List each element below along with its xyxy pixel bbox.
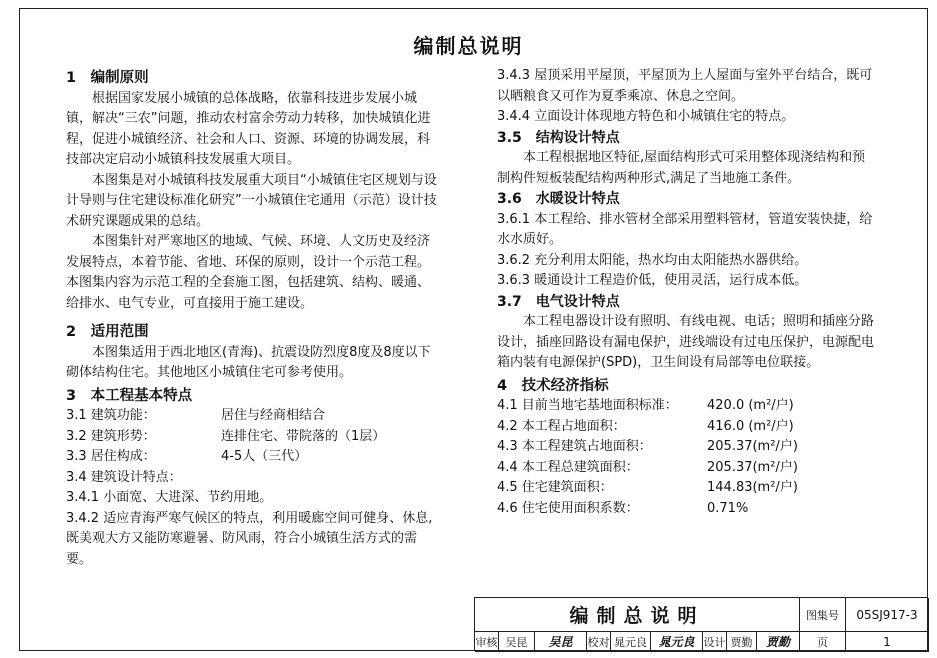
title-block bbox=[474, 597, 928, 651]
item-3-4-4: 3.4.4 立面设计体现地方特色和小城镇住宅的特点。 bbox=[497, 109, 795, 124]
section-1-para-2: 本图集是对小城镇科技发展重大项目“小城镇住宅区规划与设计导则与住宅建设标准化研究”一小城镇住宅通用（示范）设计技术研究课题成果的总结。 bbox=[66, 172, 437, 229]
review-name: 吴昆 bbox=[499, 632, 535, 652]
left-column bbox=[66, 66, 441, 570]
design-signature: 贾勤 bbox=[757, 632, 800, 652]
item-3-1: 3.1 建筑功能： 居住与经商相结合 bbox=[66, 408, 326, 423]
review-signature: 吴昆 bbox=[535, 632, 587, 652]
section-1-para-3: 本图集针对严寒地区的地域、气候、环境、人文历史及经济发展特点，本着节能、省地、环保的原则，设计一个示范工程。本图集内容为示范工程的全套施工图，包括建筑、结构、暖通、给排水、电气专业，可直接用于施工建设。 bbox=[66, 234, 431, 311]
section-3-7-para: 本工程电器设计设有照明、有线电视、电话；照明和插座分路设计，插座回路设有漏电保护，进线端设有过电压保护，电源配电箱内装有电源保护(SPD)，卫生间设有局部等电位联接。 bbox=[497, 314, 875, 370]
check-name: 晁元良 bbox=[611, 632, 651, 652]
indicator-4-1: 4.1 目前当地宅基地面积标准： 420.0 (m²/户) bbox=[497, 398, 794, 413]
section-1-para-1: 根据国家发展小城镇的总体战略，依靠科技进步发展小城镇，解决“三农”问题，推动农村富余劳动力转移，加快城镇化进程，促进小城镇经济、社会和人口、资源、环境的协调发展，科技部决定启动小城镇科技发展重大项目。 bbox=[66, 90, 431, 167]
section-3-5-para: 本工程根据地区特征,屋面结构形式可采用整体现浇结构和预制构件短板装配结构两种形式,满足了当地施工条件。 bbox=[497, 150, 866, 186]
indicator-4-4: 4.4 本工程总建筑面积： 205.37(m²/户) bbox=[497, 459, 798, 475]
section-3-7-heading: 3.7 电气设计特点 bbox=[497, 293, 620, 310]
item-3-2: 3.2 建筑形势： 连排住宅、带院落的（1层） bbox=[66, 428, 386, 444]
item-3-6-3: 3.6.3 暖通设计工程造价低，使用灵活，运行成本低。 bbox=[497, 273, 808, 288]
page-label: 页 bbox=[800, 632, 846, 652]
indicator-4-2: 4.2 本工程占地面积： 416.0 (m²/户) bbox=[497, 418, 794, 434]
title-block-name: 编制总说明 bbox=[475, 598, 800, 632]
item-3-4-2: 3.4.2 适应青海严寒气候区的特点，利用暖廊空间可健身、休息,既美观大方又能防寒避暑、防风雨，符合小城镇生活方式的需要。 bbox=[66, 510, 433, 567]
check-signature: 晁元良 bbox=[651, 632, 703, 652]
indicator-4-3: 4.3 本工程建筑占地面积： 205.37(m²/户) bbox=[497, 439, 798, 454]
item-3-6-2: 3.6.2 充分利用太阳能，热水均由太阳能热水器供给。 bbox=[497, 252, 808, 268]
review-label: 审核 bbox=[475, 632, 499, 652]
indicator-4-5: 4.5 住宅建筑面积： 144.83(m²/户) bbox=[497, 480, 798, 495]
section-2-heading: 2 适用范围 bbox=[66, 324, 149, 340]
atlas-number: 05SJ917-3 bbox=[846, 598, 929, 632]
right-column bbox=[497, 66, 877, 519]
item-3-4: 3.4 建筑设计特点： bbox=[66, 469, 182, 485]
section-3-6-heading: 3.6 水暖设计特点 bbox=[497, 191, 620, 207]
section-4-heading: 4 技术经济指标 bbox=[497, 377, 609, 394]
design-name: 贾勤 bbox=[727, 632, 757, 652]
item-3-3: 3.3 居住构成： 4-5人（三代） bbox=[66, 449, 308, 464]
section-1-heading: 1 编制原则 bbox=[66, 70, 149, 86]
section-3-5-heading: 3.5 结构设计特点 bbox=[497, 129, 620, 146]
section-2-para: 本图集适用于西北地区(青海)、抗震设防烈度8度及8度以下砌体结构住宅。其他地区小城镇住宅可参考使用。 bbox=[66, 344, 431, 380]
page-title: 编制总说明 bbox=[413, 34, 524, 58]
design-label: 设计 bbox=[703, 632, 727, 652]
page-number: 1 bbox=[846, 632, 929, 652]
indicator-4-6: 4.6 住宅使用面积系数： 0.71% bbox=[497, 500, 749, 516]
section-3-heading: 3 本工程基本特点 bbox=[66, 387, 193, 404]
item-3-4-1: 3.4.1 小面宽、大进深、节约用地。 bbox=[66, 490, 273, 505]
atlas-label: 图集号 bbox=[800, 598, 846, 632]
item-3-6-1: 3.6.1 本工程给、排水管材全部采用塑料管材，管道安装快捷，给水水质好。 bbox=[497, 211, 873, 247]
check-label: 校对 bbox=[587, 632, 611, 652]
item-3-4-3: 3.4.3 屋顶采用平屋顶，平屋顶为上人屋面与室外平台结合，既可以晒粮食又可作为夏季乘凉、休息之空间。 bbox=[497, 68, 873, 104]
